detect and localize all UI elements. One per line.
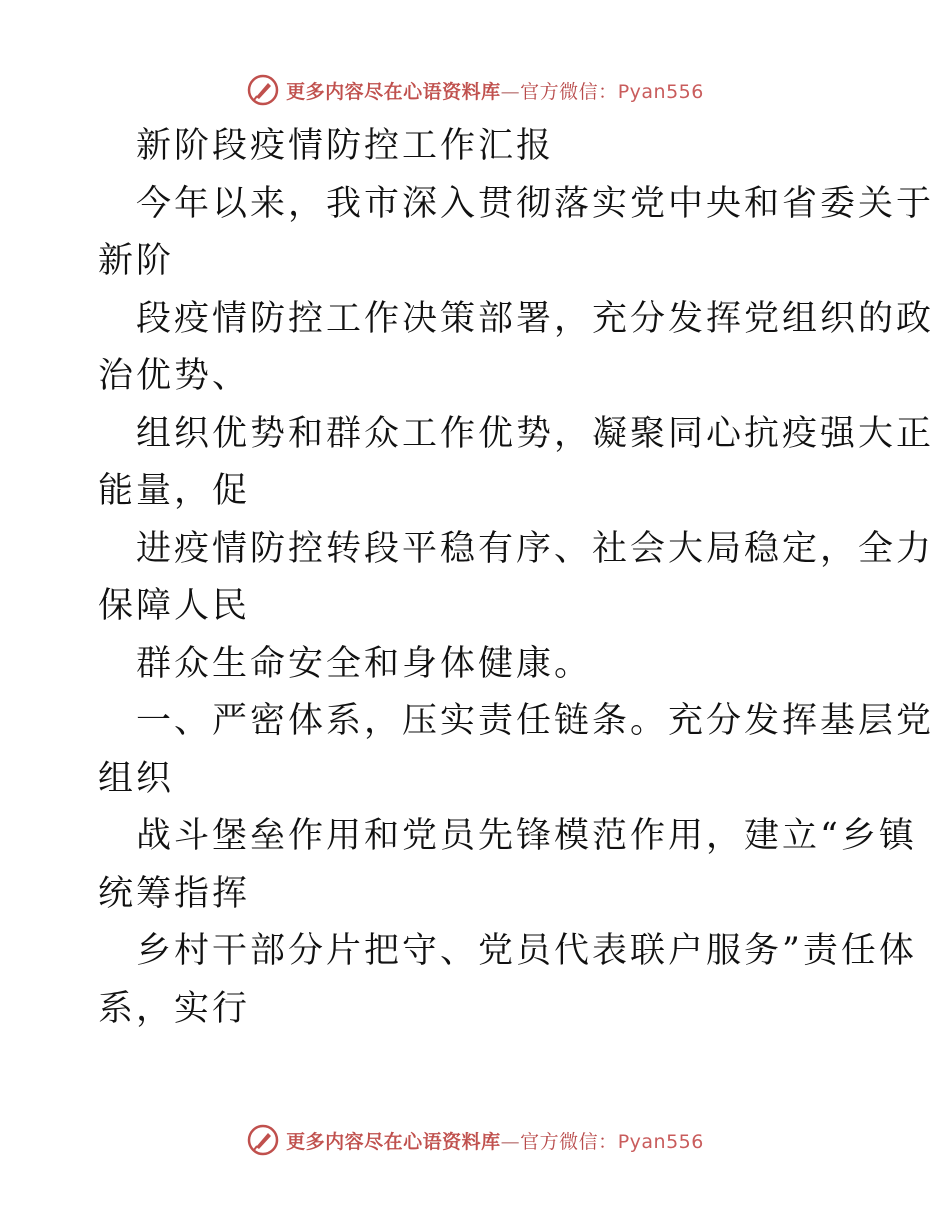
watermark-separator: —	[500, 1130, 521, 1153]
text-line: 进疫情防控转段平稳有序、社会大局稳定，全力	[136, 528, 935, 569]
watermark-official: 官方微信：	[520, 1130, 618, 1153]
text-line: 新阶	[98, 241, 175, 281]
watermark-separator: —	[500, 80, 521, 103]
text-line: 新阶段疫情防控工作汇报	[136, 126, 555, 166]
text-line: 群众生命安全和身体健康。	[136, 643, 593, 684]
text-line: 一、严密体系，压实责任链条。充分发挥基层党	[136, 701, 935, 741]
text-line: 乡村干部分片把守、党员代表联户服务”责任体	[136, 931, 917, 971]
text-line: 今年以来，我市深入贯彻落实党中央和省委关于	[136, 183, 935, 224]
watermark-official: 官方微信：	[520, 80, 618, 103]
text-line: 段疫情防控工作决策部署，充分发挥党组织的政	[136, 298, 935, 339]
document-body	[98, 118, 935, 1038]
text-line: 统筹指挥	[98, 873, 251, 914]
text-line: 治优势、	[98, 356, 251, 396]
footer-watermark	[0, 1120, 950, 1160]
quill-logo-icon	[246, 73, 280, 107]
text-line: 组织	[98, 758, 175, 799]
watermark-text	[286, 1127, 704, 1154]
text-line: 保障人民	[98, 586, 251, 626]
watermark-handle: Pyan556	[617, 80, 704, 103]
quill-logo-icon	[246, 1123, 280, 1157]
watermark-brand: 更多内容尽在心语资料库	[286, 1130, 501, 1153]
text-line: 系，实行	[98, 988, 251, 1029]
watermark-handle: Pyan556	[617, 1130, 704, 1153]
text-line: 组织优势和群众工作优势，凝聚同心抗疫强大正	[136, 413, 935, 454]
text-line: 能量，促	[98, 471, 251, 511]
watermark-text	[286, 77, 704, 104]
text-line: 战斗堡垒作用和党员先锋模范作用，建立“乡镇	[136, 816, 917, 856]
header-watermark	[0, 70, 950, 110]
watermark-brand: 更多内容尽在心语资料库	[286, 80, 501, 103]
